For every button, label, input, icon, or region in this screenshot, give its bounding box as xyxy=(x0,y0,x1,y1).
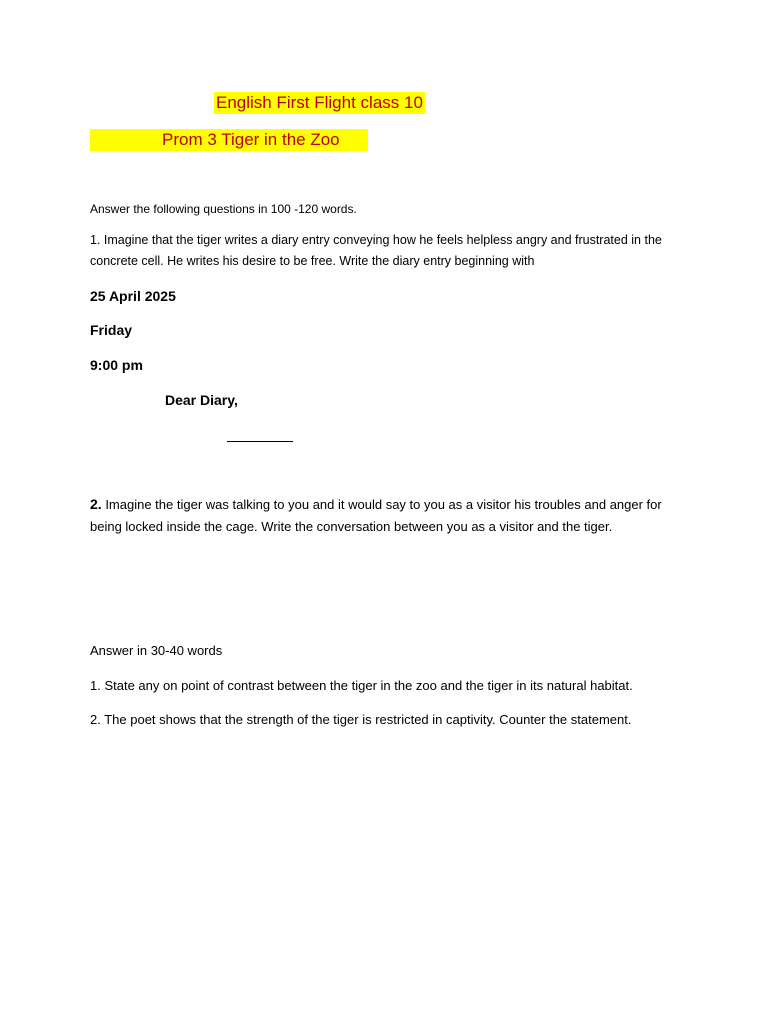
diary-time: 9:00 pm xyxy=(90,357,143,373)
chapter-title: Prom 3 Tiger in the Zoo xyxy=(90,129,368,151)
diary-date: 25 April 2025 xyxy=(90,288,176,304)
short-question-1: 1. State any on point of contrast between the tiger in the zoo and the tiger in its natural habitat. xyxy=(90,678,633,693)
diary-salutation: Dear Diary, xyxy=(165,392,238,408)
blank-underline xyxy=(227,427,293,442)
question-2-number: 2. xyxy=(90,496,102,512)
section1-instruction: Answer the following questions in 100 -120 words. xyxy=(90,202,357,216)
section2-instruction: Answer in 30-40 words xyxy=(90,643,223,658)
answer-blank-line xyxy=(227,427,293,447)
question-2-text: Imagine the tiger was talking to you and it would say to you as a visitor his troubles and anger for being locked inside the cage. Write the conversation between you as a visitor and the tiger. xyxy=(90,497,662,534)
short-question-2: 2. The poet shows that the strength of the tiger is restricted in captivity. Counter the statement. xyxy=(90,712,632,727)
question-1: 1. Imagine that the tiger writes a diary entry conveying how he feels helpless angry and frustrated in the concrete cell. He writes his desire to be free. Write the diary entry beginning with xyxy=(90,233,662,268)
diary-day: Friday xyxy=(90,322,133,338)
document-title: English First Flight class 10 xyxy=(216,93,423,112)
question-2 xyxy=(90,493,690,538)
